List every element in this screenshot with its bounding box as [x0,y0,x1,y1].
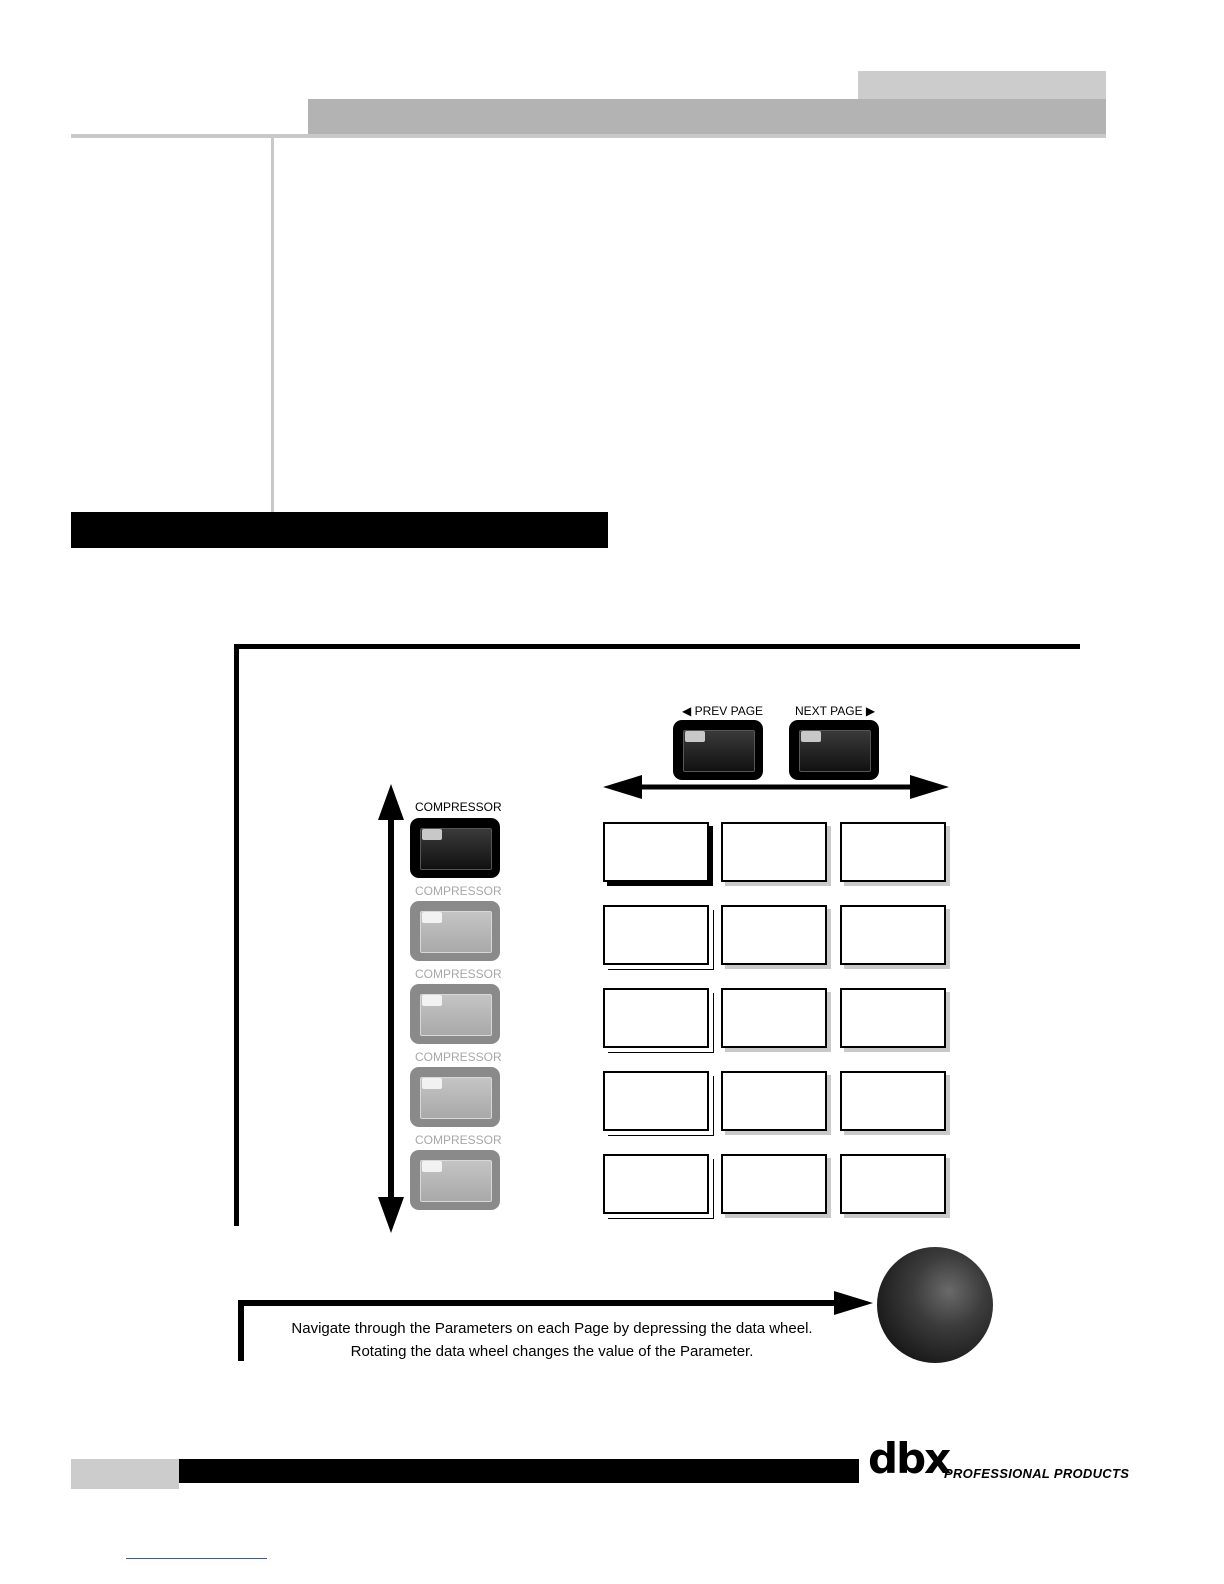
parameter-box [840,988,946,1048]
parameter-box [840,905,946,965]
parameter-box [721,1071,827,1131]
prev-page-label: ◀ PREV PAGE [682,704,764,718]
led-indicator [422,1078,442,1089]
program-button[interactable] [410,1150,500,1210]
led-indicator [422,995,442,1006]
parameter-box [721,1154,827,1214]
diagram-caption [244,1317,860,1363]
up-down-arrow-icon [378,784,404,1233]
program-button-label: COMPRESSOR [415,884,502,898]
program-button-label: COMPRESSOR [415,1050,502,1064]
footer-link-underline[interactable] [126,1558,267,1559]
caption-pointer-line [238,1300,838,1306]
right-triangle-icon: ▶ [865,704,876,718]
parameter-box [721,988,827,1048]
footer-bar [179,1459,859,1483]
footer-tab [71,1459,179,1489]
parameter-box [603,988,709,1048]
parameter-box [721,905,827,965]
program-button-label: COMPRESSOR [415,800,502,814]
program-button[interactable] [410,901,500,961]
caption-line-2: Rotating the data wheel changes the value of the Parameter. [350,1343,754,1360]
next-page-label: NEXT PAGE ▶ [795,704,876,718]
program-button[interactable] [410,984,500,1044]
left-right-arrow-icon [603,775,949,799]
dbx-logo: dbx [868,1434,950,1483]
caption-line-1: Navigate through the Parameters on each Page by depressing the data wheel. [291,1320,813,1337]
led-indicator [422,912,442,923]
parameter-box [840,1071,946,1131]
parameter-box [603,1071,709,1131]
parameter-box-selected [603,822,709,882]
program-button[interactable] [410,1067,500,1127]
parameter-box [840,1154,946,1214]
program-button-label: COMPRESSOR [415,1133,502,1147]
parameter-box [721,822,827,882]
parameter-box [840,822,946,882]
program-button-label: COMPRESSOR [415,967,502,981]
program-button-active[interactable] [410,818,500,878]
right-arrow-icon [834,1291,873,1315]
parameter-box [603,905,709,965]
left-triangle-icon: ◀ [682,704,692,718]
led-indicator [422,1161,442,1172]
data-wheel-icon[interactable] [877,1247,993,1363]
parameter-box [603,1154,709,1214]
led-indicator [422,829,442,840]
logo-tagline: PROFESSIONAL PRODUCTS [944,1466,1130,1481]
